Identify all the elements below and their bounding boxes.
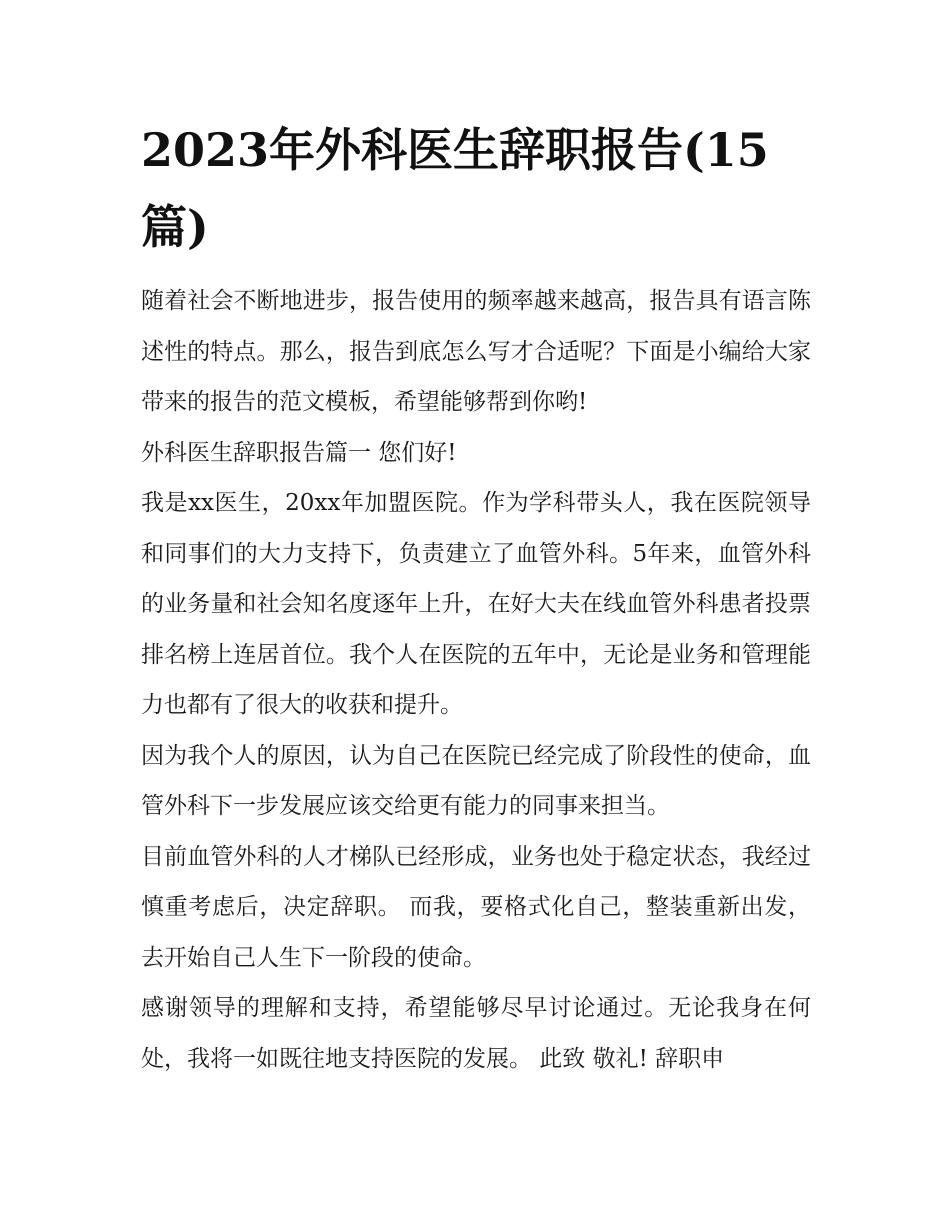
paragraph-reason: 因为我个人的原因，认为自己在医院已经完成了阶段性的使命，血管外科下一步发展应该交给更有能力的同事来担当。: [141, 742, 811, 819]
document-body: [141, 276, 811, 1084]
document-title: 2023年外科医生辞职报告(15篇): [141, 123, 769, 254]
paragraph-intro: 随着社会不断地进步，报告使用的频率越来越高，报告具有语言陈述性的特点。那么，报告到底怎么写才合适呢？下面是小编给大家带来的报告的范文模板，希望能够帮到你哟!: [141, 288, 811, 415]
paragraph-decision: 目前血管外科的人才梯队已经形成，业务也处于稳定状态，我经过慎重考虑后，决定辞职。 而我，要格式化自己，整装重新出发，去开始自己人生下一阶段的使命。: [141, 843, 811, 971]
document-content: [141, 112, 811, 1084]
paragraph-salutation: 外科医生辞职报告篇一 您们好!: [141, 439, 457, 466]
paragraph-background: 我是xx医生，20xx年加盟医院。作为学科带头人，我在医院领导和同事们的大力支持下，负责建立了血管外科。5年来，血管外科的业务量和社会知名度逐年上升，在好大夫在线血管外科患者投票排名榜上连居首位。我个人在医院的五年中，无论是业务和管理能力也都有了很大的收获和提升。: [141, 490, 811, 718]
paragraph-closing: 感谢领导的理解和支持，希望能够尽早讨论通过。无论我身在何处，我将一如既往地支持医院的发展。 此致 敬礼! 辞职申: [141, 995, 811, 1072]
